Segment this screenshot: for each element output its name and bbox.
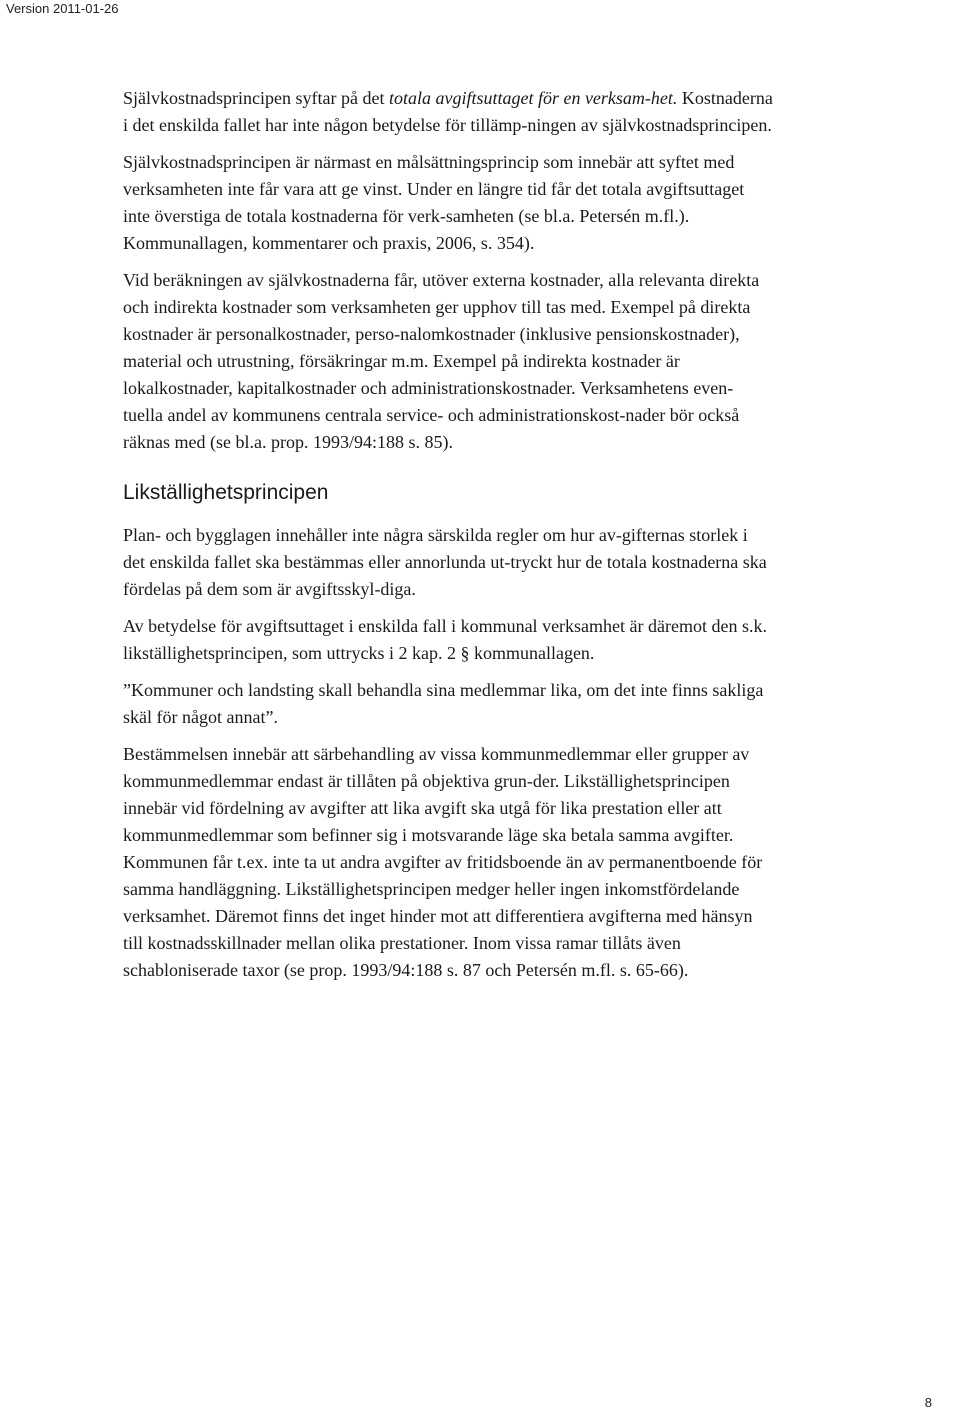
paragraph-text: Självkostnadsprincipen syftar på det xyxy=(123,88,389,108)
law-quote: ”Kommuner och landsting skall behandla sina medlemmar lika, om det inte finns sakliga skäl för något annat”. xyxy=(123,680,764,727)
paragraph-self-cost-purpose xyxy=(123,85,773,139)
emphasized-text: totala avgiftsuttaget för en verksam-het. xyxy=(388,88,678,108)
paragraph-text: Kostnaderna i det enskilda fallet har inte någon betydelse för tillämp-ningen av självkostnadsprincipen. xyxy=(123,88,773,135)
paragraph-provision: Bestämmelsen innebär att särbehandling av vissa kommunmedlemmar eller grupper av kommunmedlemmar endast är tillåten på objektiva grun-der. Likställighetsprincipen innebär vid fördelning av avgifter att lika avgift ska utgå för lika prestation eller att kommunmedlemmar som befinner sig i motsvarande läge ska betala samma avgifter. Kommunen får t.ex. inte ta ut andra avgifter av fritidsboende än av permanentboende för samma handläggning. Likställighetsprincipen medger heller ingen inkomstfördelande verksamhet. Däremot finns det inget hinder mot att differentiera avgifterna med hänsyn till kostnadsskillnader mellan olika prestationer. Inom vissa ramar tillåts även schabloniserade taxor (se prop. 1993/94:188 s. 87 och Petersén m.fl. s. 65-66). xyxy=(123,744,763,980)
paragraph-equality-principle: Av betydelse för avgiftsuttaget i enskilda fall i kommunal verksamhet är däremot den s.k. likställighetsprincipen, som uttrycks i 2 kap. 2 § kommunallagen. xyxy=(123,616,767,663)
page-number: 8 xyxy=(924,1395,932,1410)
paragraph-goal-principle: Självkostnadsprincipen är närmast en målsättningsprincip som innebär att syftet med verksamheten inte får vara att ge vinst. Under en längre tid får det totala avgiftsuttaget inte överstiga de totala kostnaderna för verk-samheten (se bl.a. Petersén m.fl.). Kommunallagen, kommentarer och praxis, 2006, s. 354). xyxy=(123,152,745,253)
paragraph-calculation: Vid beräkningen av självkostnaderna får, utöver externa kostnader, alla relevanta direkta och indirekta kostnader som verksamheten ger upphov till tas med. Exempel på direkta kostnader är personalkostnader, perso-nalomkostnader (inklusive pensionskostnader), material och utrustning, försäkringar m.m. Exempel på indirekta kostnader är lokalkostnader, kapitalkostnader och administrationskostnader. Verksamhetens even-tuella andel av kommunens centrala service- och administrationskost-nader bör också räknas med (se bl.a. prop. 1993/94:188 s. 85). xyxy=(123,270,760,452)
section-heading: Likställighetsprincipen xyxy=(123,481,329,504)
document-version: Version 2011-01-26 xyxy=(6,1,119,16)
document-body xyxy=(123,85,773,994)
paragraph-planning-law: Plan- och bygglagen innehåller inte några särskilda regler om hur av-gifternas storlek i det enskilda fallet ska bestämmas eller annorlunda ut-tryckt hur de totala kostnaderna ska fördelas på dem som är avgiftsskyl-diga. xyxy=(123,525,767,599)
